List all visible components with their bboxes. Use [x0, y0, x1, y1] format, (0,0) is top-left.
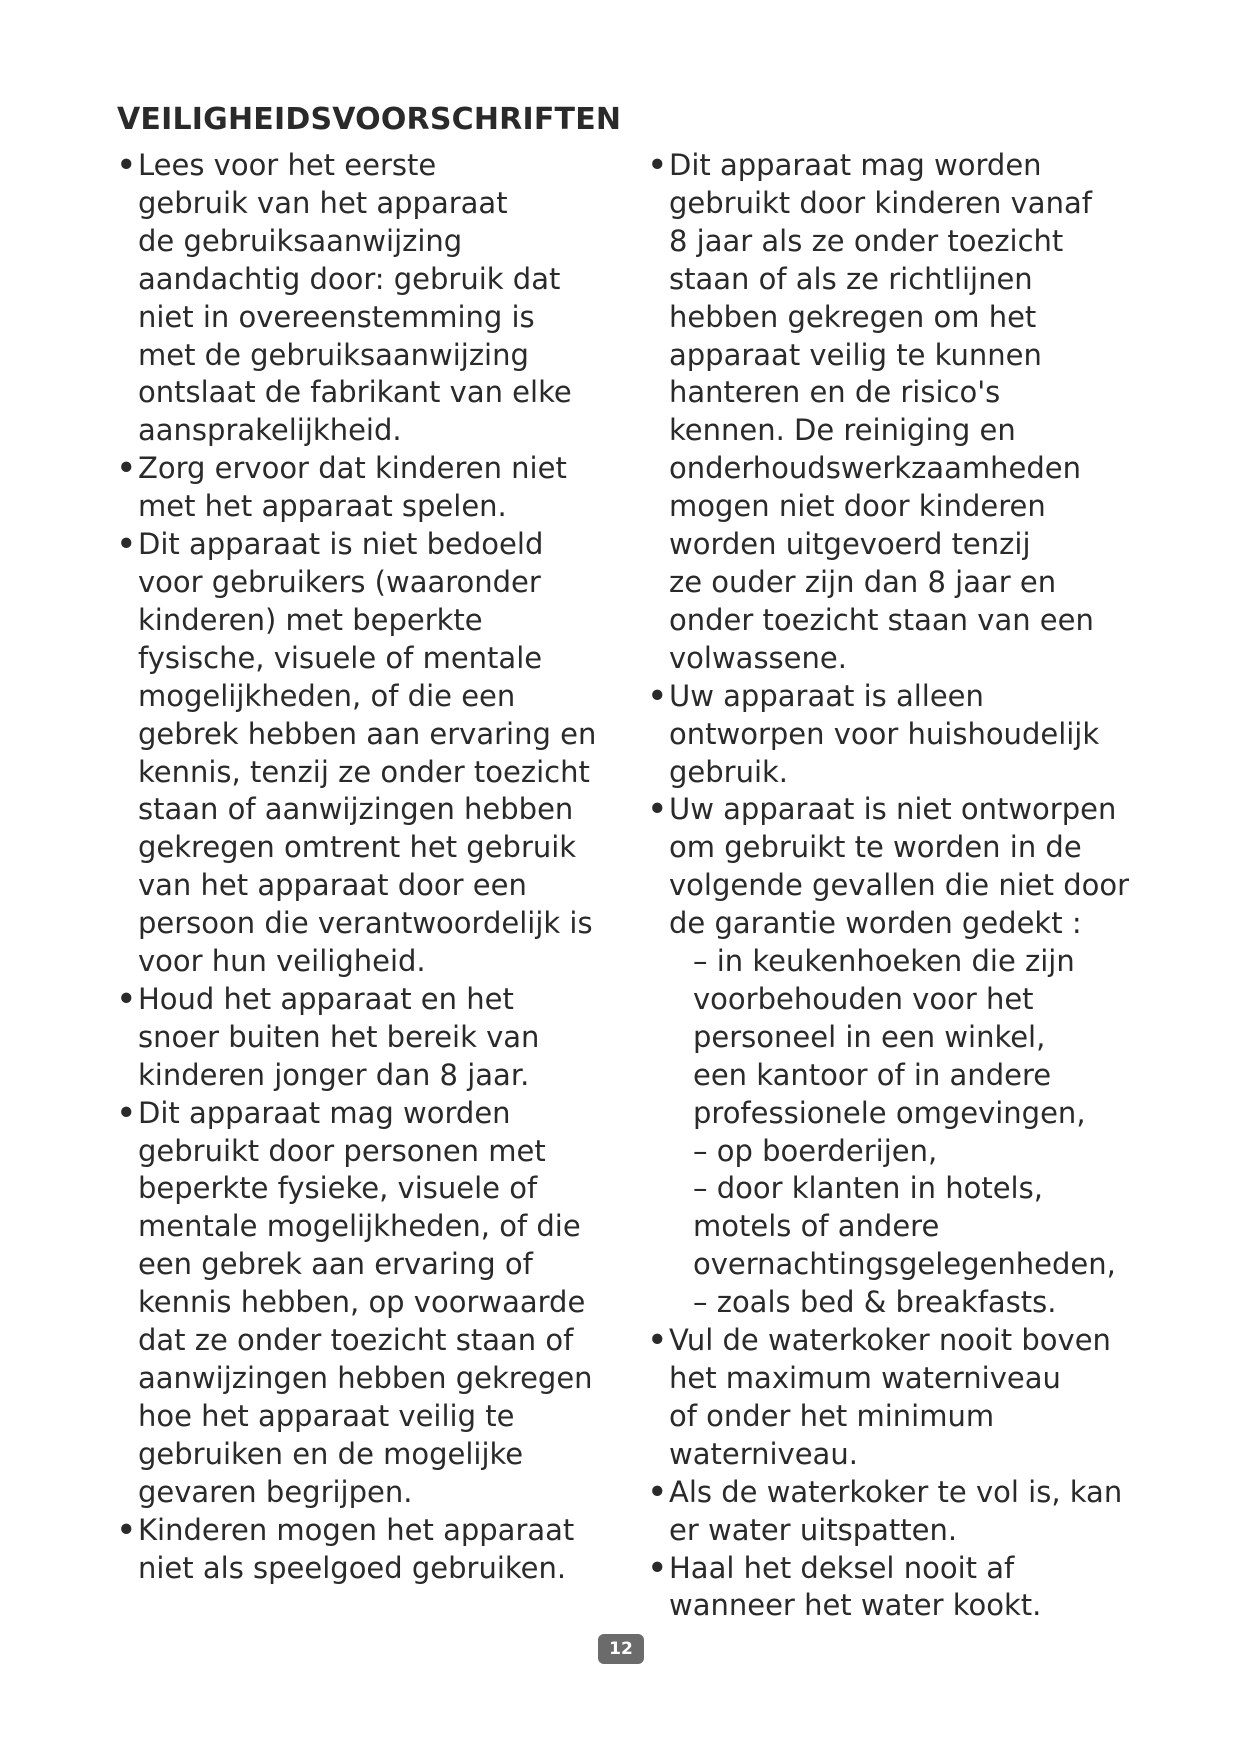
- safety-item: [648, 1474, 1188, 1550]
- left-column: [117, 147, 637, 1587]
- safety-item-text: Uw apparaat is alleen ontworpen voor huishoudelijk gebruik.: [669, 678, 1100, 789]
- bullet-icon: •: [117, 1512, 136, 1547]
- bullet-icon: •: [648, 678, 667, 713]
- bullet-icon: •: [117, 527, 136, 562]
- bullet-icon: •: [648, 1474, 667, 1509]
- safety-item: [117, 526, 637, 981]
- bullet-icon: •: [648, 1550, 667, 1585]
- exclusion-sub-item: [648, 943, 1188, 1133]
- page-title: VEILIGHEIDSVOORSCHRIFTEN: [117, 102, 622, 137]
- exclusion-sub-item: [648, 1284, 1188, 1322]
- safety-item-text: Uw apparaat is niet ontworpen om gebruikt te worden in de volgende gevallen die niet door de garantie worden gedekt :: [669, 792, 1130, 941]
- safety-item: [117, 981, 637, 1095]
- exclusion-sub-item: [648, 1133, 1188, 1171]
- safety-item-text: Houd het apparaat en het snoer buiten het bereik van kinderen jonger dan 8 jaar.: [138, 981, 540, 1092]
- bullet-icon: •: [648, 1323, 667, 1358]
- bullet-icon: •: [117, 1095, 136, 1130]
- safety-item-text: Als de waterkoker te vol is, kan er water uitspatten.: [669, 1474, 1123, 1547]
- bullet-icon: •: [117, 981, 136, 1016]
- safety-item: [117, 1512, 637, 1588]
- safety-item: [648, 1322, 1188, 1474]
- safety-item-text: Zorg ervoor dat kinderen niet met het apparaat spelen.: [138, 451, 567, 524]
- safety-item: [117, 147, 637, 450]
- safety-item-text: Dit apparaat is niet bedoeld voor gebruikers (waaronder kinderen) met beperkte fysische, visuele of mentale mogelijkheden, of die een gebrek hebben aan ervaring en kennis, tenzij ze onder toezicht staan of aanwijzingen hebben gekregen omtrent het gebruik van het apparaat door een persoon die verantwoordelijk is voor hun veiligheid.: [138, 527, 597, 979]
- safety-item: [117, 1095, 637, 1512]
- safety-item: [648, 1550, 1188, 1626]
- right-column: [648, 147, 1188, 1625]
- bullet-icon: •: [117, 451, 136, 486]
- safety-item: [648, 147, 1188, 678]
- page-number-badge: 12: [598, 1634, 644, 1664]
- safety-item-text: Haal het deksel nooit af wanneer het water kookt.: [669, 1550, 1042, 1623]
- safety-item-text: Vul de waterkoker nooit boven het maximum waterniveau of onder het minimum waterniveau.: [669, 1323, 1111, 1471]
- exclusion-sub-item: [648, 1170, 1188, 1284]
- exclusion-text: – zoals bed & breakfasts.: [693, 1285, 1057, 1320]
- safety-item: [648, 791, 1188, 943]
- bullet-icon: •: [117, 148, 136, 182]
- exclusion-text: – door klanten in hotels, motels of andere overnachtingsgelegenheden,: [693, 1171, 1116, 1282]
- safety-item-text: Dit apparaat mag worden gebruikt door kinderen vanaf 8 jaar als ze onder toezicht staan of als ze richtlijnen hebben gekregen om het apparaat veilig te kunnen hanteren en de risico's kennen. De reiniging en onderhoudswerkzaamheden mogen niet door kinderen worden uitgevoerd tenzij ze ouder zijn dan 8 jaar en onder toezicht staan van een volwassene.: [669, 148, 1094, 675]
- bullet-icon: •: [648, 792, 667, 827]
- safety-item-text: Dit apparaat mag worden gebruikt door personen met beperkte fysieke, visuele of mentale mogelijkheden, of die een gebrek aan ervaring of kennis hebben, op voorwaarde dat ze onder toezicht staan of aanwijzingen hebben gekregen hoe het apparaat veilig te gebruiken en de mogelijke gevaren begrijpen.: [138, 1095, 593, 1509]
- safety-item-text: Lees voor het eerste gebruik van het apparaat de gebruiksaanwijzing aandachtig door: gebruik dat niet in overeenstemming is met de gebruiksaanwijzing ontslaat de fabrikant van elke aansprakelijkheid.: [138, 148, 572, 448]
- exclusion-text: – op boerderijen,: [693, 1133, 938, 1168]
- safety-item: [648, 678, 1188, 792]
- exclusion-text: – in keukenhoeken die zijn voorbehouden voor het personeel in een winkel, een kantoor of in andere professionele omgevingen,: [693, 944, 1086, 1130]
- bullet-icon: •: [648, 148, 667, 182]
- safety-item-text: Kinderen mogen het apparaat niet als speelgoed gebruiken.: [138, 1512, 575, 1585]
- safety-item: [117, 450, 637, 526]
